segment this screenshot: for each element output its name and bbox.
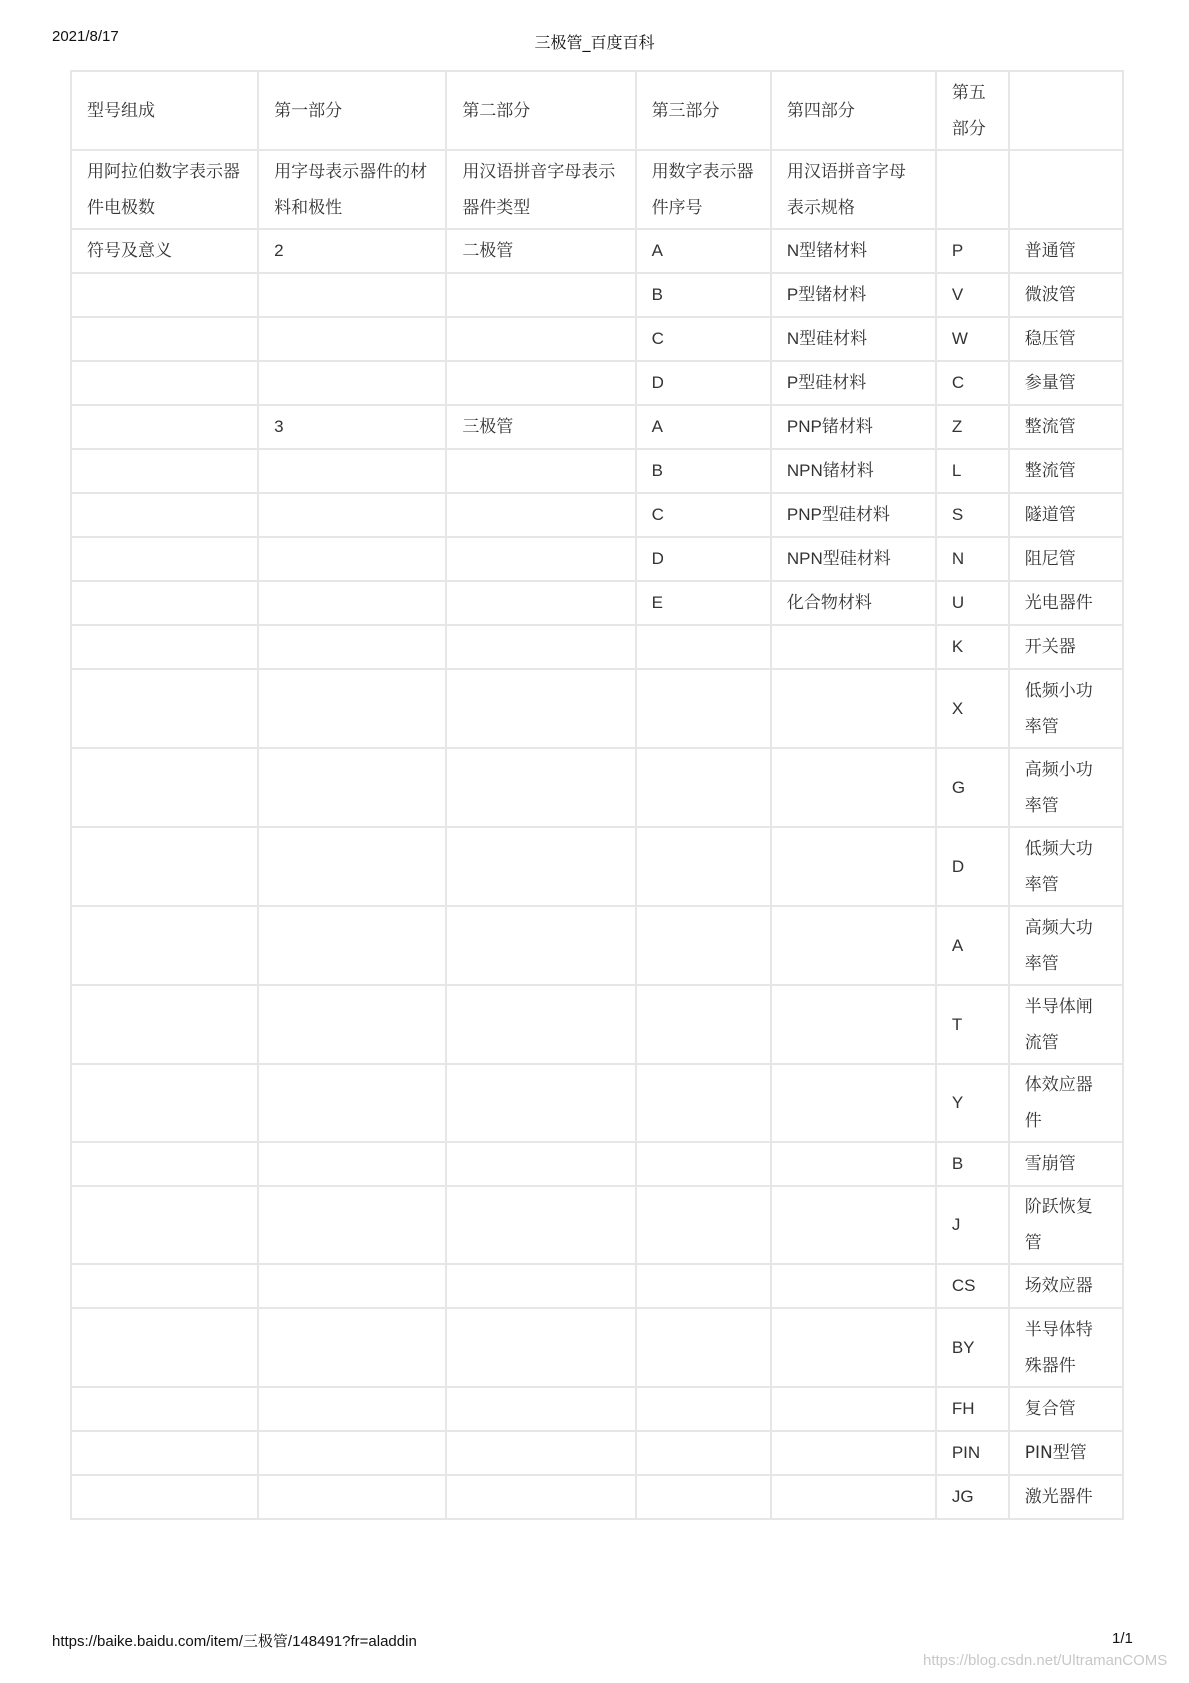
table-cell (446, 1142, 635, 1186)
table-cell: P (936, 229, 1009, 273)
table-cell (71, 625, 258, 669)
table-cell: 高频大功率管 (1009, 906, 1123, 985)
description-cell: 用汉语拼音字母表示器件类型 (446, 150, 635, 229)
table-cell: N型硅材料 (771, 317, 936, 361)
table-cell (71, 581, 258, 625)
table-cell (71, 273, 258, 317)
table-row (71, 1264, 1123, 1308)
table-cell (771, 827, 936, 906)
description-cell (1009, 150, 1123, 229)
table-cell (258, 493, 446, 537)
table-row (71, 581, 1123, 625)
table-cell: A (636, 229, 771, 273)
table-row (71, 748, 1123, 827)
table-cell: C (936, 361, 1009, 405)
table-cell (258, 1475, 446, 1519)
table-cell (446, 625, 635, 669)
table-row (71, 361, 1123, 405)
table-row (71, 906, 1123, 985)
table-row (71, 1064, 1123, 1142)
table-cell (71, 1142, 258, 1186)
table-cell (636, 985, 771, 1064)
table-cell (446, 449, 635, 493)
table-cell: E (636, 581, 771, 625)
table-cell (636, 669, 771, 748)
source-url: https://baike.baidu.com/item/三极管/148491?fr=aladdin (52, 1633, 417, 1650)
table-cell (258, 1308, 446, 1387)
table-cell (446, 669, 635, 748)
table-cell (446, 1308, 635, 1387)
table-cell: 半导体特殊器件 (1009, 1308, 1123, 1387)
table-cell (258, 1064, 446, 1142)
table-cell (258, 537, 446, 581)
table-cell: N (936, 537, 1009, 581)
table-cell: 激光器件 (1009, 1475, 1123, 1519)
description-cell (936, 150, 1009, 229)
table-cell: C (636, 493, 771, 537)
table-cell: L (936, 449, 1009, 493)
table-cell (636, 1308, 771, 1387)
table-cell (771, 625, 936, 669)
table-cell (71, 1475, 258, 1519)
table-cell: PIN型管 (1009, 1431, 1123, 1475)
table-cell (636, 1264, 771, 1308)
table-cell: CS (936, 1264, 1009, 1308)
table-cell (258, 625, 446, 669)
table-cell: S (936, 493, 1009, 537)
table-cell: 低频大功率管 (1009, 827, 1123, 906)
table-cell: 三极管 (446, 405, 635, 449)
table-cell (446, 273, 635, 317)
table-row (71, 1186, 1123, 1264)
table-cell (71, 317, 258, 361)
table-cell (258, 1186, 446, 1264)
table-cell (71, 985, 258, 1064)
table-cell (258, 906, 446, 985)
table-cell (771, 906, 936, 985)
table-cell: 阶跃恢复管 (1009, 1186, 1123, 1264)
table-cell: 场效应器 (1009, 1264, 1123, 1308)
table-cell (771, 748, 936, 827)
table-cell: V (936, 273, 1009, 317)
table-cell: PNP型硅材料 (771, 493, 936, 537)
table-cell (771, 1264, 936, 1308)
table-cell (446, 317, 635, 361)
table-cell: N型锗材料 (771, 229, 936, 273)
table-cell (636, 827, 771, 906)
table-cell (258, 1264, 446, 1308)
table-cell: 3 (258, 405, 446, 449)
table-cell (71, 361, 258, 405)
table-cell (636, 1387, 771, 1431)
table-cell (771, 1064, 936, 1142)
table-cell (771, 1387, 936, 1431)
table-cell: 整流管 (1009, 405, 1123, 449)
description-cell: 用数字表示器件序号 (636, 150, 771, 229)
table-row (71, 1431, 1123, 1475)
table-cell: 整流管 (1009, 449, 1123, 493)
table-cell (71, 748, 258, 827)
table-cell (446, 537, 635, 581)
table-cell (71, 1064, 258, 1142)
table-cell: 符号及意义 (71, 229, 258, 273)
table-row (71, 827, 1123, 906)
table-cell (446, 827, 635, 906)
table-cell: 半导体闸流管 (1009, 985, 1123, 1064)
table-cell: B (636, 273, 771, 317)
table-cell: 二极管 (446, 229, 635, 273)
table-cell (71, 405, 258, 449)
table-cell (258, 581, 446, 625)
table-row (71, 449, 1123, 493)
table-row (71, 537, 1123, 581)
table-cell: U (936, 581, 1009, 625)
column-header: 第一部分 (258, 71, 446, 150)
table-cell (71, 1186, 258, 1264)
table-cell: A (936, 906, 1009, 985)
table-cell: PNP锗材料 (771, 405, 936, 449)
table-cell (446, 581, 635, 625)
table-row (71, 493, 1123, 537)
table-cell: 参量管 (1009, 361, 1123, 405)
table-cell (258, 748, 446, 827)
table-cell (446, 906, 635, 985)
table-cell (446, 1431, 635, 1475)
table-cell (771, 985, 936, 1064)
table-cell (636, 906, 771, 985)
table-cell (771, 1431, 936, 1475)
table-cell (71, 493, 258, 537)
table-cell: 低频小功率管 (1009, 669, 1123, 748)
table-row (71, 1387, 1123, 1431)
column-header: 第二部分 (446, 71, 635, 150)
watermark: https://blog.csdn.net/UltramanCOMS (923, 1652, 1168, 1669)
table-row (71, 1475, 1123, 1519)
table-cell (446, 985, 635, 1064)
table-cell (258, 827, 446, 906)
table-cell (258, 273, 446, 317)
table-cell (771, 669, 936, 748)
table-cell: JG (936, 1475, 1009, 1519)
table-cell: K (936, 625, 1009, 669)
description-cell: 用阿拉伯数字表示器件电极数 (71, 150, 258, 229)
print-date: 2021/8/17 (52, 28, 119, 45)
description-cell: 用汉语拼音字母表示规格 (771, 150, 936, 229)
table-cell: 普通管 (1009, 229, 1123, 273)
table-cell: W (936, 317, 1009, 361)
table-cell: G (936, 748, 1009, 827)
column-header: 第三部分 (636, 71, 771, 150)
table-cell: P型锗材料 (771, 273, 936, 317)
table-cell: 2 (258, 229, 446, 273)
table-cell: T (936, 985, 1009, 1064)
column-header: 第四部分 (771, 71, 936, 150)
table-cell (258, 1142, 446, 1186)
table-cell: 高频小功率管 (1009, 748, 1123, 827)
table-cell (258, 1387, 446, 1431)
table-cell (446, 1475, 635, 1519)
table-cell: FH (936, 1387, 1009, 1431)
table-cell (258, 669, 446, 748)
table-cell (446, 1387, 635, 1431)
table-cell (771, 1308, 936, 1387)
table-cell (71, 827, 258, 906)
table-cell: A (636, 405, 771, 449)
table-cell: Y (936, 1064, 1009, 1142)
table-cell (446, 1064, 635, 1142)
table-cell (71, 1387, 258, 1431)
column-header (1009, 71, 1123, 150)
table-cell: 体效应器件 (1009, 1064, 1123, 1142)
table-cell: C (636, 317, 771, 361)
table-cell (258, 317, 446, 361)
table-row (71, 669, 1123, 748)
table-cell (636, 1475, 771, 1519)
table-cell: D (636, 361, 771, 405)
table-row (71, 1142, 1123, 1186)
table-cell (636, 1186, 771, 1264)
table-cell (771, 1475, 936, 1519)
table-cell: D (636, 537, 771, 581)
table-row (71, 229, 1123, 273)
table-cell (636, 1142, 771, 1186)
table-cell (636, 1064, 771, 1142)
table-cell: 光电器件 (1009, 581, 1123, 625)
column-header: 型号组成 (71, 71, 258, 150)
table-cell: 雪崩管 (1009, 1142, 1123, 1186)
table-cell: 复合管 (1009, 1387, 1123, 1431)
table-cell: 隧道管 (1009, 493, 1123, 537)
table-row (71, 1308, 1123, 1387)
table-cell: 稳压管 (1009, 317, 1123, 361)
table-cell (258, 361, 446, 405)
table-cell: X (936, 669, 1009, 748)
column-header: 第五部分 (936, 71, 1009, 150)
table-cell: Z (936, 405, 1009, 449)
table-cell (71, 1308, 258, 1387)
page-number: 1/1 (1112, 1630, 1133, 1647)
transistor-naming-table (70, 70, 1124, 1520)
table-cell: J (936, 1186, 1009, 1264)
table-cell (258, 1431, 446, 1475)
table-cell (446, 493, 635, 537)
description-cell: 用字母表示器件的材料和极性 (258, 150, 446, 229)
header-row (71, 71, 1123, 150)
table-cell (446, 1186, 635, 1264)
table-cell: 化合物材料 (771, 581, 936, 625)
table-cell (446, 1264, 635, 1308)
table-cell: B (936, 1142, 1009, 1186)
table-cell: NPN锗材料 (771, 449, 936, 493)
table-cell: PIN (936, 1431, 1009, 1475)
page-title: 三极管_百度百科 (534, 33, 655, 52)
table-cell (636, 1431, 771, 1475)
table-cell (71, 906, 258, 985)
table-cell (771, 1186, 936, 1264)
table-cell: B (636, 449, 771, 493)
table-cell (71, 669, 258, 748)
table-cell (71, 449, 258, 493)
table-row (71, 405, 1123, 449)
table-cell (258, 449, 446, 493)
table-row (71, 273, 1123, 317)
table-cell (258, 985, 446, 1064)
table-cell (71, 1431, 258, 1475)
table-cell: P型硅材料 (771, 361, 936, 405)
table-cell (636, 748, 771, 827)
table-cell: D (936, 827, 1009, 906)
table-row (71, 317, 1123, 361)
table-cell (71, 1264, 258, 1308)
table-row (71, 985, 1123, 1064)
table-cell: 阻尼管 (1009, 537, 1123, 581)
table-cell: 微波管 (1009, 273, 1123, 317)
table-cell (446, 361, 635, 405)
description-row (71, 150, 1123, 229)
table-cell (771, 1142, 936, 1186)
table-cell (71, 537, 258, 581)
table-cell: BY (936, 1308, 1009, 1387)
table-cell: 开关器 (1009, 625, 1123, 669)
table-cell: NPN型硅材料 (771, 537, 936, 581)
table-cell (636, 625, 771, 669)
table-row (71, 625, 1123, 669)
table-cell (446, 748, 635, 827)
